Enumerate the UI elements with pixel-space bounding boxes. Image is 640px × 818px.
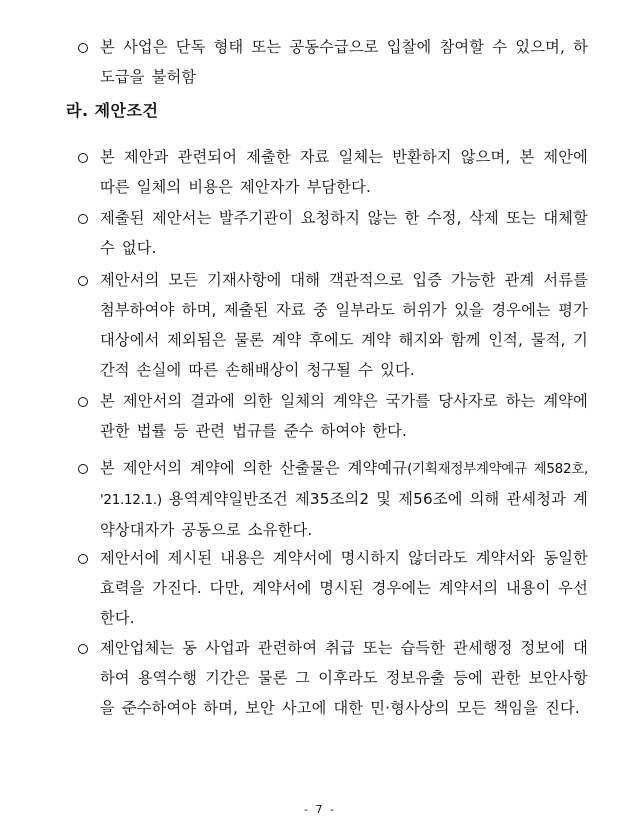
condition-item-7 xyxy=(78,633,588,723)
condition-text xyxy=(100,453,588,545)
condition-text-part: 용역계약일반조건 제35조의2 및 제56조에 의해 관세청과 계약상대자가 공동으로 소유한다. xyxy=(100,490,588,539)
condition-text: 본 제안과 관련되어 제출한 자료 일체는 반환하지 않으며, 본 제안에 따른 일체의 비용은 제안자가 부담한다. xyxy=(100,148,588,196)
circle-bullet-icon xyxy=(78,554,88,564)
intro-bullet-item xyxy=(78,32,588,92)
condition-text: 제출된 제안서는 발주기관이 요청하지 않는 한 수정, 삭제 또는 대체할 수 없다. xyxy=(100,209,588,257)
circle-bullet-icon xyxy=(78,153,88,163)
condition-text: 제안서의 모든 기재사항에 대해 객관적으로 입증 가능한 관계 서류를 첨부하여야 하며, 제출된 자료 중 일부라도 허위가 있을 경우에는 평가대상에서 제외됨은 물론 계약 후에도 계약 해지와 함께 인적, 물적, 기간적 손실에 따른 손해배상이 청구될 수 있다. xyxy=(100,271,588,379)
circle-bullet-icon xyxy=(78,276,88,286)
contract-rule-reference: (기획재정부계약예규 제582호, '21.12.1.) xyxy=(100,461,588,508)
circle-bullet-icon xyxy=(78,43,88,53)
section-heading: 라. 제안조건 xyxy=(66,101,159,120)
condition-item-5 xyxy=(78,453,588,545)
circle-bullet-icon xyxy=(78,644,88,654)
condition-item-1 xyxy=(78,142,588,202)
condition-text: 제안서에 제시된 내용은 계약서에 명시하지 않더라도 계약서와 동일한 효력을 가진다. 다만, 계약서에 명시된 경우에는 계약서의 내용이 우선한다. xyxy=(100,549,588,627)
condition-text: 제안업체는 동 사업과 관련하여 취급 또는 습득한 관세행정 정보에 대하여 용역수행 기간은 물론 그 이후라도 정보유출 등에 관한 보안사항을 준수하여야 하며, 보안 사고에 대한 민·형사상의 모든 책임을 진다. xyxy=(100,639,588,717)
condition-text-part: 본 제안서의 계약에 의한 산출물은 계약예규 xyxy=(100,459,408,477)
condition-text: 본 제안서의 결과에 의한 일체의 계약은 국가를 당사자로 하는 계약에 관한 법률 등 관련 법규를 준수 하여야 한다. xyxy=(100,392,588,440)
condition-item-2 xyxy=(78,203,588,263)
circle-bullet-icon xyxy=(78,397,88,407)
intro-text: 본 사업은 단독 형태 또는 공동수급으로 입찰에 참여할 수 있으며, 하도급을 불허함 xyxy=(100,38,588,86)
circle-bullet-icon xyxy=(78,214,88,224)
circle-bullet-icon xyxy=(78,464,88,474)
condition-item-6 xyxy=(78,543,588,633)
condition-item-3 xyxy=(78,265,588,385)
condition-item-4 xyxy=(78,386,588,446)
page-number: - 7 - xyxy=(304,803,336,816)
